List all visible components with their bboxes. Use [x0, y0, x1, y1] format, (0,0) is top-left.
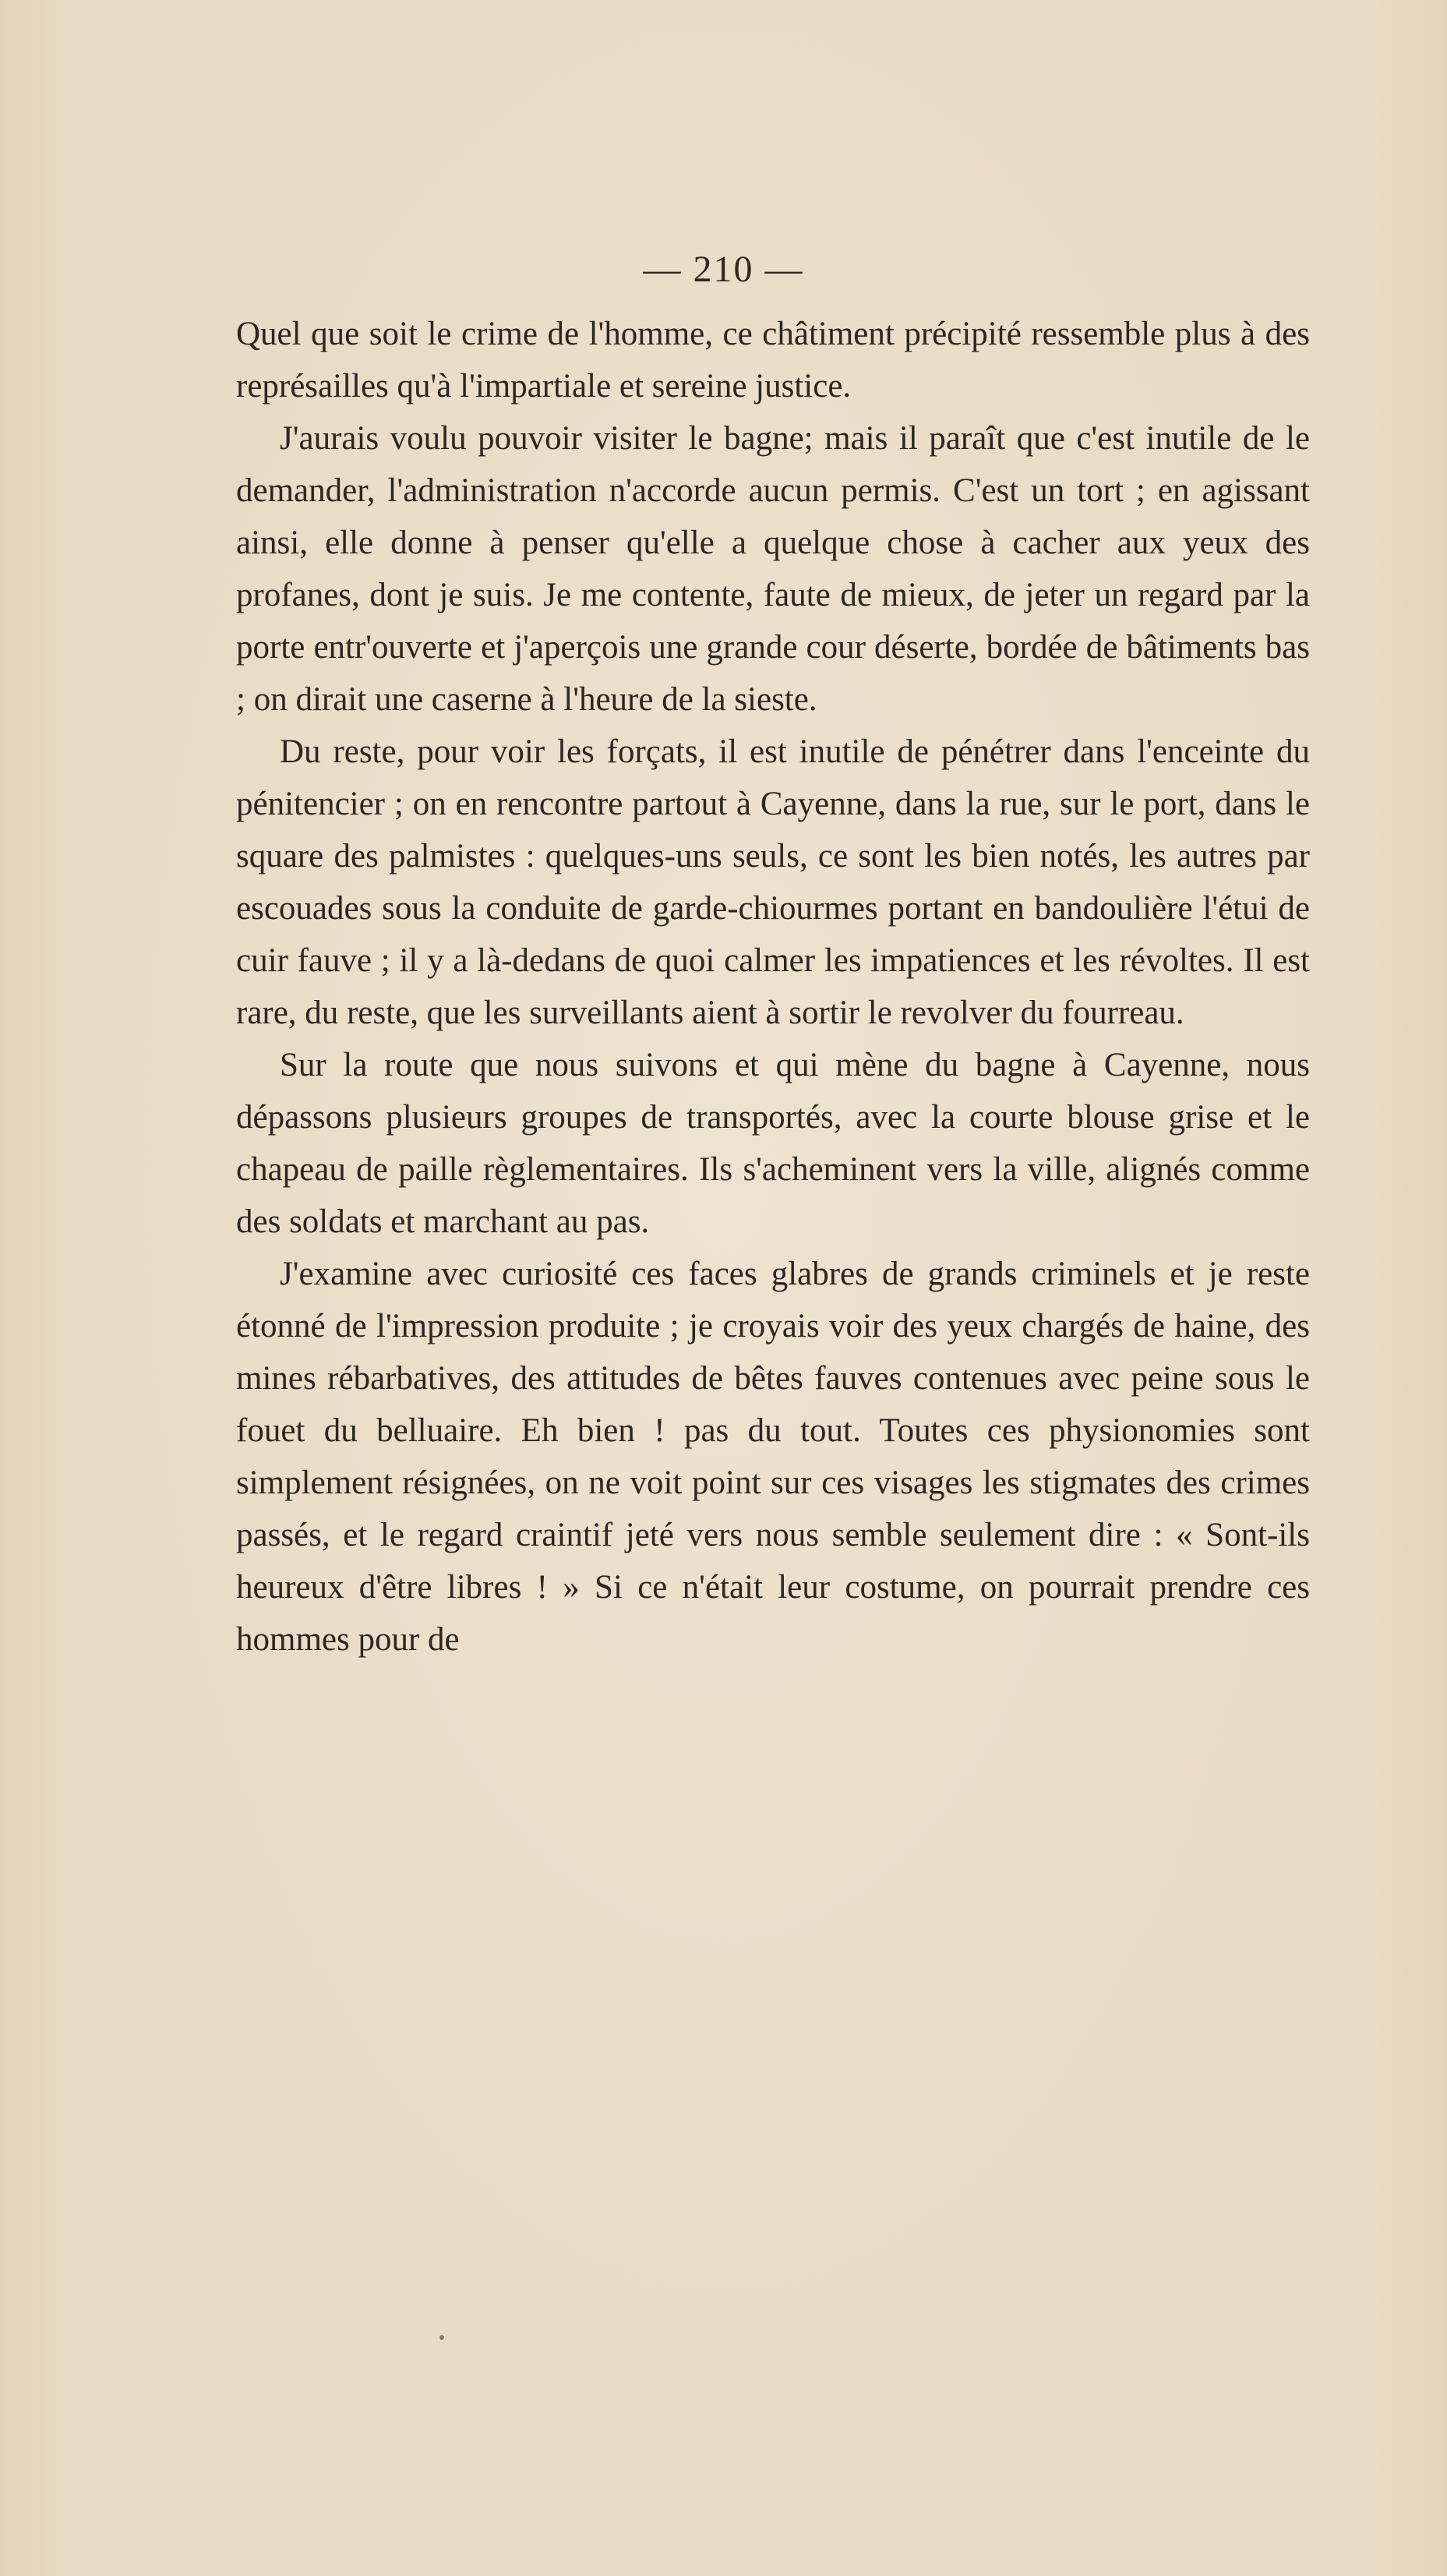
- paragraph-5: J'examine avec curiosité ces faces glabres de grands criminels et je reste étonné de l'impression produite ; je croyais voir des yeux chargés de haine, des mines rébarbatives, des attitudes de bêtes fauves contenues avec peine sous le fouet du belluaire. Eh bien ! pas du tout. Toutes ces physionomies sont simplement résignées, on ne voit point sur ces visages les stigmates des crimes passés, et le regard craintif jeté vers nous semble seulement dire : « Sont-ils heureux d'être libres ! » Si ce n'était leur costume, on pourrait prendre ces hommes pour de: [236, 1256, 1310, 1658]
- paragraph-1: Quel que soit le crime de l'homme, ce châtiment précipité ressemble plus à des représailles qu'à l'impartiale et sereine justice.: [236, 316, 1310, 405]
- body-text: [236, 308, 1310, 1666]
- page-number: — 210 —: [643, 249, 804, 290]
- ink-speck: [439, 2335, 444, 2340]
- paragraph-3: Du reste, pour voir les forçats, il est inutile de pénétrer dans l'enceinte du pénitencier ; on en rencontre partout à Cayenne, dans la rue, sur le port, dans le square des palmistes : quelques-uns seuls, ce sont les bien notés, les autres par escouades sous la conduite de garde-chiourmes portant en bandoulière l'étui de cuir fauve ; il y a là-dedans de quoi calmer les impatiences et les révoltes. Il est rare, du reste, que les surveillants aient à sortir le revolver du fourreau.: [236, 733, 1310, 1031]
- paragraph-4: Sur la route que nous suivons et qui mène du bagne à Cayenne, nous dépassons plusieurs groupes de transportés, avec la courte blouse grise et le chapeau de paille règlementaires. Ils s'acheminent vers la ville, alignés comme des soldats et marchant au pas.: [236, 1047, 1310, 1240]
- paragraph-2: J'aurais voulu pouvoir visiter le bagne; mais il paraît que c'est inutile de le demander, l'administration n'accorde aucun permis. C'est un tort ; en agissant ainsi, elle donne à penser qu'elle a quelque chose à cacher aux yeux des profanes, dont je suis. Je me contente, faute de mieux, de jeter un regard par la porte entr'ouverte et j'aperçois une grande cour déserte, bordée de bâtiments bas ; on dirait une caserne à l'heure de la sieste.: [236, 420, 1310, 718]
